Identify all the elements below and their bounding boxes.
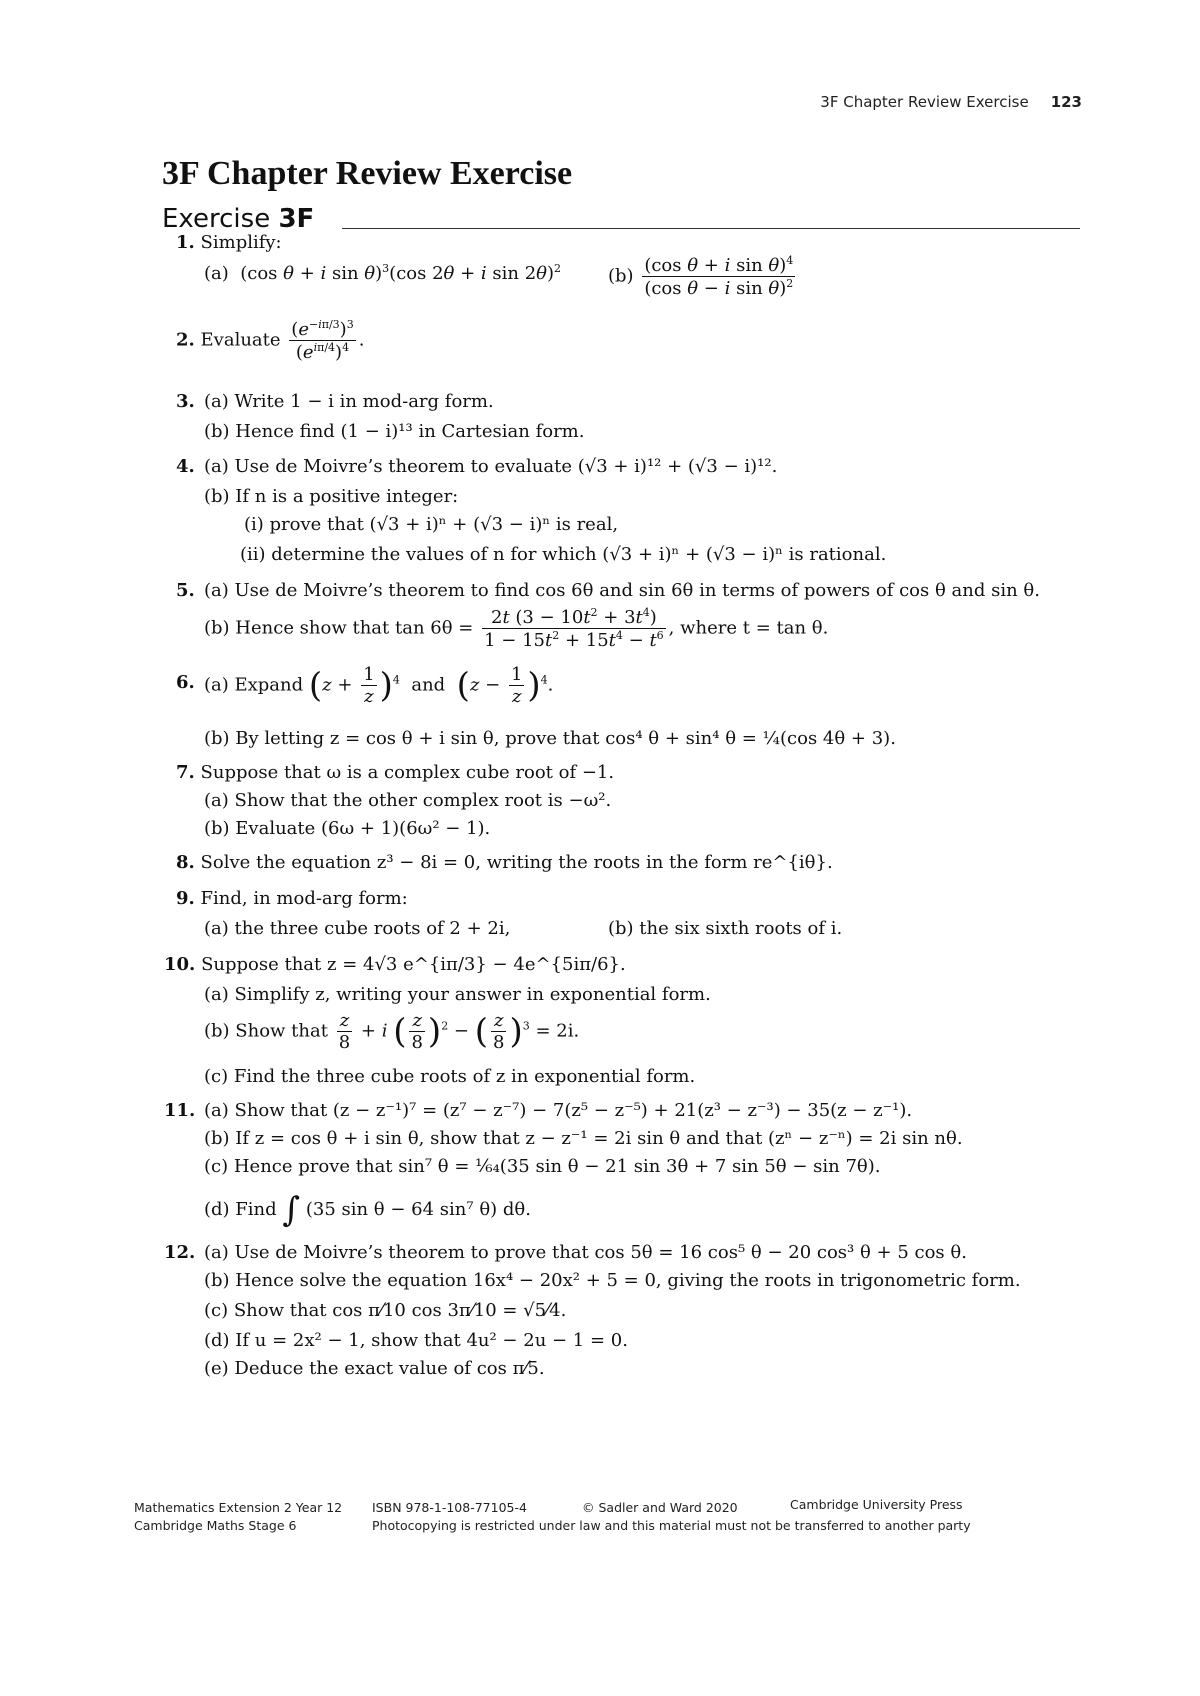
question-11b: (b) If z = cos θ + i sin θ, show that z − z⁻¹ = 2i sin θ and that (zⁿ − z⁻ⁿ) = 2i sin nθ. [204, 1128, 963, 1149]
question-12d: (d) If u = 2x² − 1, show that 4u² − 2u − 1 = 0. [204, 1330, 628, 1351]
question-11a: (a) Show that (z − z⁻¹)⁷ = (z⁷ − z⁻⁷) − 7(z⁵ − z⁻⁵) + 21(z³ − z⁻³) − 35(z − z⁻¹). [204, 1100, 913, 1121]
question-3a: (a) Write 1 − i in mod-arg form. [204, 391, 494, 412]
question-10b: (b) Show that $\frac{z}{8}$ + i ( $\frac{z}{8}$ )$^2$ − ( $\frac{z}{8}$ )$^3$ = 2i. [204, 1010, 580, 1053]
exercise-heading: Exercise 3F [162, 204, 315, 234]
footer-book: Mathematics Extension 2 Year 12 [134, 1500, 343, 1515]
question-1b: (b) $\frac{(\cos \theta + i \sin \theta)^4}{(\cos \theta - i \sin \theta)^2}$ [608, 254, 794, 299]
heading-rule [342, 228, 1080, 229]
question-12e: (e) Deduce the exact value of cos π⁄5. [204, 1358, 545, 1379]
question-5a: (a) Use de Moivre’s theorem to find cos 6θ and sin 6θ in terms of powers of cos θ and sin θ. [204, 580, 1040, 601]
question-7: 7. Suppose that ω is a complex cube root of −1. [176, 762, 615, 783]
question-1: 1. Simplify: [176, 232, 282, 253]
question-12: 12. [164, 1242, 196, 1263]
question-8: 8. Solve the equation z³ − 8i = 0, writing the roots in the form re^{iθ}. [176, 852, 833, 873]
question-10: 10. Suppose that z = 4√3 e^{iπ/3} − 4e^{5iπ/6}. [164, 954, 626, 975]
question-4: 4. [176, 456, 195, 477]
question-2: 2. Evaluate $\frac{(e^{-i\pi/3})^3}{(e^{i\pi/4})^4}$ . [176, 318, 365, 363]
question-10a: (a) Simplify z, writing your answer in exponential form. [204, 984, 711, 1005]
footer-copyright: © Sadler and Ward 2020 [582, 1500, 738, 1515]
question-11d: (d) Find ∫ (35 sin θ − 64 sin⁷ θ) dθ. [204, 1190, 531, 1230]
question-6a: (a) Expand (z + $\frac{1}{z}$ )$^4$ and (z − $\frac{1}{z}$ )$^4$. [204, 664, 554, 707]
question-5: 5. [176, 580, 195, 601]
question-12a: (a) Use de Moivre’s theorem to prove that cos 5θ = 16 cos⁵ θ − 20 cos³ θ + 5 cos θ. [204, 1242, 967, 1263]
question-9: 9. Find, in mod-arg form: [176, 888, 408, 909]
footer-isbn: ISBN 978-1-108-77105-4 [372, 1500, 527, 1515]
question-11c: (c) Hence prove that sin⁷ θ = ¹⁄₆₄(35 sin θ − 21 sin 3θ + 7 sin 5θ − sin 7θ). [204, 1156, 881, 1177]
page-number: 123 [1050, 93, 1082, 111]
question-12c: (c) Show that cos π⁄10 cos 3π⁄10 = √5⁄4. [204, 1300, 567, 1321]
question-9a: (a) the three cube roots of 2 + 2i, [204, 918, 511, 939]
question-3b: (b) Hence find (1 − i)¹³ in Cartesian form. [204, 421, 585, 442]
question-6: 6. [176, 672, 195, 693]
question-6b: (b) By letting z = cos θ + i sin θ, prove that cos⁴ θ + sin⁴ θ = ¼(cos 4θ + 3). [204, 728, 896, 749]
question-7a: (a) Show that the other complex root is −ω². [204, 790, 612, 811]
footer-publisher: Cambridge University Press [790, 1497, 963, 1512]
running-header [820, 93, 1082, 111]
question-9b: (b) the six sixth roots of i. [608, 918, 843, 939]
footer-series: Cambridge Maths Stage 6 [134, 1518, 297, 1533]
question-5b: (b) Hence show that tan 6θ = $\frac{2t (3 - 10t^2 + 3t^4)}{1 - 15t^2 + 15t^4 - t^6}$ , where t = tan θ. [204, 606, 829, 651]
question-12b: (b) Hence solve the equation 16x⁴ − 20x² + 5 = 0, giving the roots in trigonometric form. [204, 1270, 1021, 1291]
question-4b-i: (i) prove that (√3 + i)ⁿ + (√3 − i)ⁿ is real, [244, 514, 619, 535]
question-7b: (b) Evaluate (6ω + 1)(6ω² − 1). [204, 818, 491, 839]
footer-notice: Photocopying is restricted under law and this material must not be transferred to another party [372, 1518, 971, 1533]
question-10c: (c) Find the three cube roots of z in exponential form. [204, 1066, 696, 1087]
question-4b: (b) If n is a positive integer: [204, 486, 459, 507]
page-title: 3F Chapter Review Exercise [162, 155, 573, 192]
running-header-section: 3F Chapter Review Exercise [820, 93, 1029, 111]
question-1a: (a) (cos θ + i sin θ)$^3$(cos 2θ + i sin 2θ)$^2$ [204, 262, 562, 284]
question-4a: (a) Use de Moivre’s theorem to evaluate (√3 + i)¹² + (√3 − i)¹². [204, 456, 778, 477]
question-3: 3. [176, 391, 195, 412]
question-11: 11. [164, 1100, 196, 1121]
question-4b-ii: (ii) determine the values of n for which (√3 + i)ⁿ + (√3 − i)ⁿ is rational. [240, 544, 887, 565]
